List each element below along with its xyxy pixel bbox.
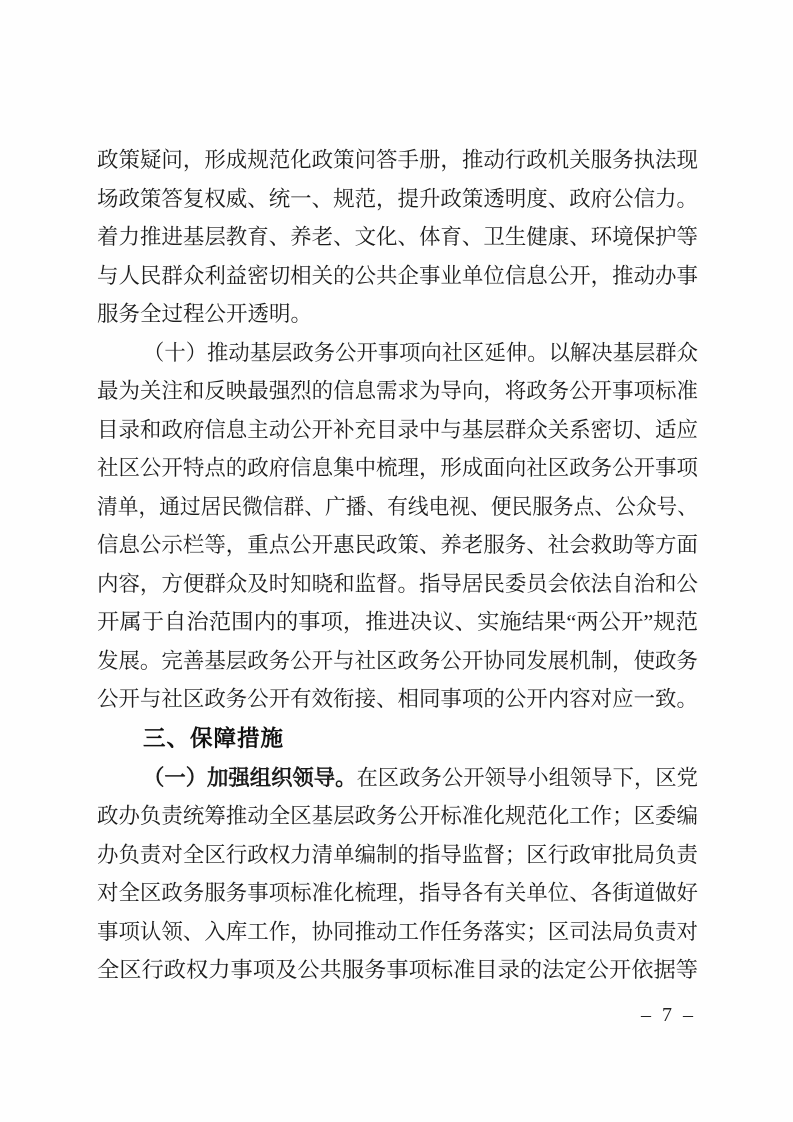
text-line: 政策疑问，形成规范化政策问答手册，推动行政机关服务执法现	[97, 148, 698, 172]
text-line: 清单，通过居民微信群、广播、有线电视、便民服务点、公众号、	[97, 494, 698, 519]
text-line: 开属于自治范围内的事项，推进决议、实施结果“两公开”规范	[97, 610, 698, 634]
text-line: 公开与社区政务公开有效衔接、相同事项的公开内容对应一致。	[97, 687, 698, 711]
text-line: 发展。完善基层政务公开与社区政务公开协同发展机制，使政务	[97, 648, 698, 673]
text-line: 办负责对全区行政权力清单编制的指导监督；区行政审批局负责	[97, 842, 698, 867]
document-body	[97, 141, 698, 990]
page-number: – 7 –	[641, 1004, 696, 1026]
text-line: 场政策答复权威、统一、规范，提升政策透明度、政府公信力。	[97, 186, 698, 211]
text-line: （一）加强组织领导。在区政务公开领导小组领导下，区党	[143, 765, 698, 790]
text-line: 着力推进基层教育、养老、文化、体育、卫生健康、环境保护等	[97, 225, 698, 249]
text-line: 内容，方便群众及时知晓和监督。指导居民委员会依法自治和公	[97, 571, 698, 596]
text-line: 事项认领、入库工作，协同推动工作任务落实；区司法局负责对	[97, 919, 698, 944]
text-line: 与人民群众利益密切相关的公共企事业单位信息公开，推动办事	[97, 263, 698, 288]
text-line: 对全区政务服务事项标准化梳理，指导各有关单位、各街道做好	[97, 881, 698, 905]
text-line: 社区公开特点的政府信息集中梳理，形成面向社区政务公开事项	[97, 456, 698, 480]
text-line: （十）推动基层政务公开事项向社区延伸。以解决基层群众	[143, 340, 698, 365]
text-line: 政办负责统筹推动全区基层政务公开标准化规范化工作；区委编	[97, 804, 698, 828]
text-line: 全区行政权力事项及公共服务事项标准目录的法定公开依据等	[97, 958, 698, 982]
text-line: 信息公示栏等，重点公开惠民政策、养老服务、社会救助等方面	[97, 533, 698, 557]
text-line: 最为关注和反映最强烈的信息需求为导向，将政务公开事项标准	[97, 379, 698, 403]
text-line: 服务全过程公开透明。	[97, 302, 313, 326]
text-line: 目录和政府信息主动公开补充目录中与基层群众关系密切、适应	[97, 417, 698, 442]
item-lead-bold: （一）加强组织领导。	[143, 765, 357, 790]
section-heading: 三、保障措施	[143, 725, 285, 751]
